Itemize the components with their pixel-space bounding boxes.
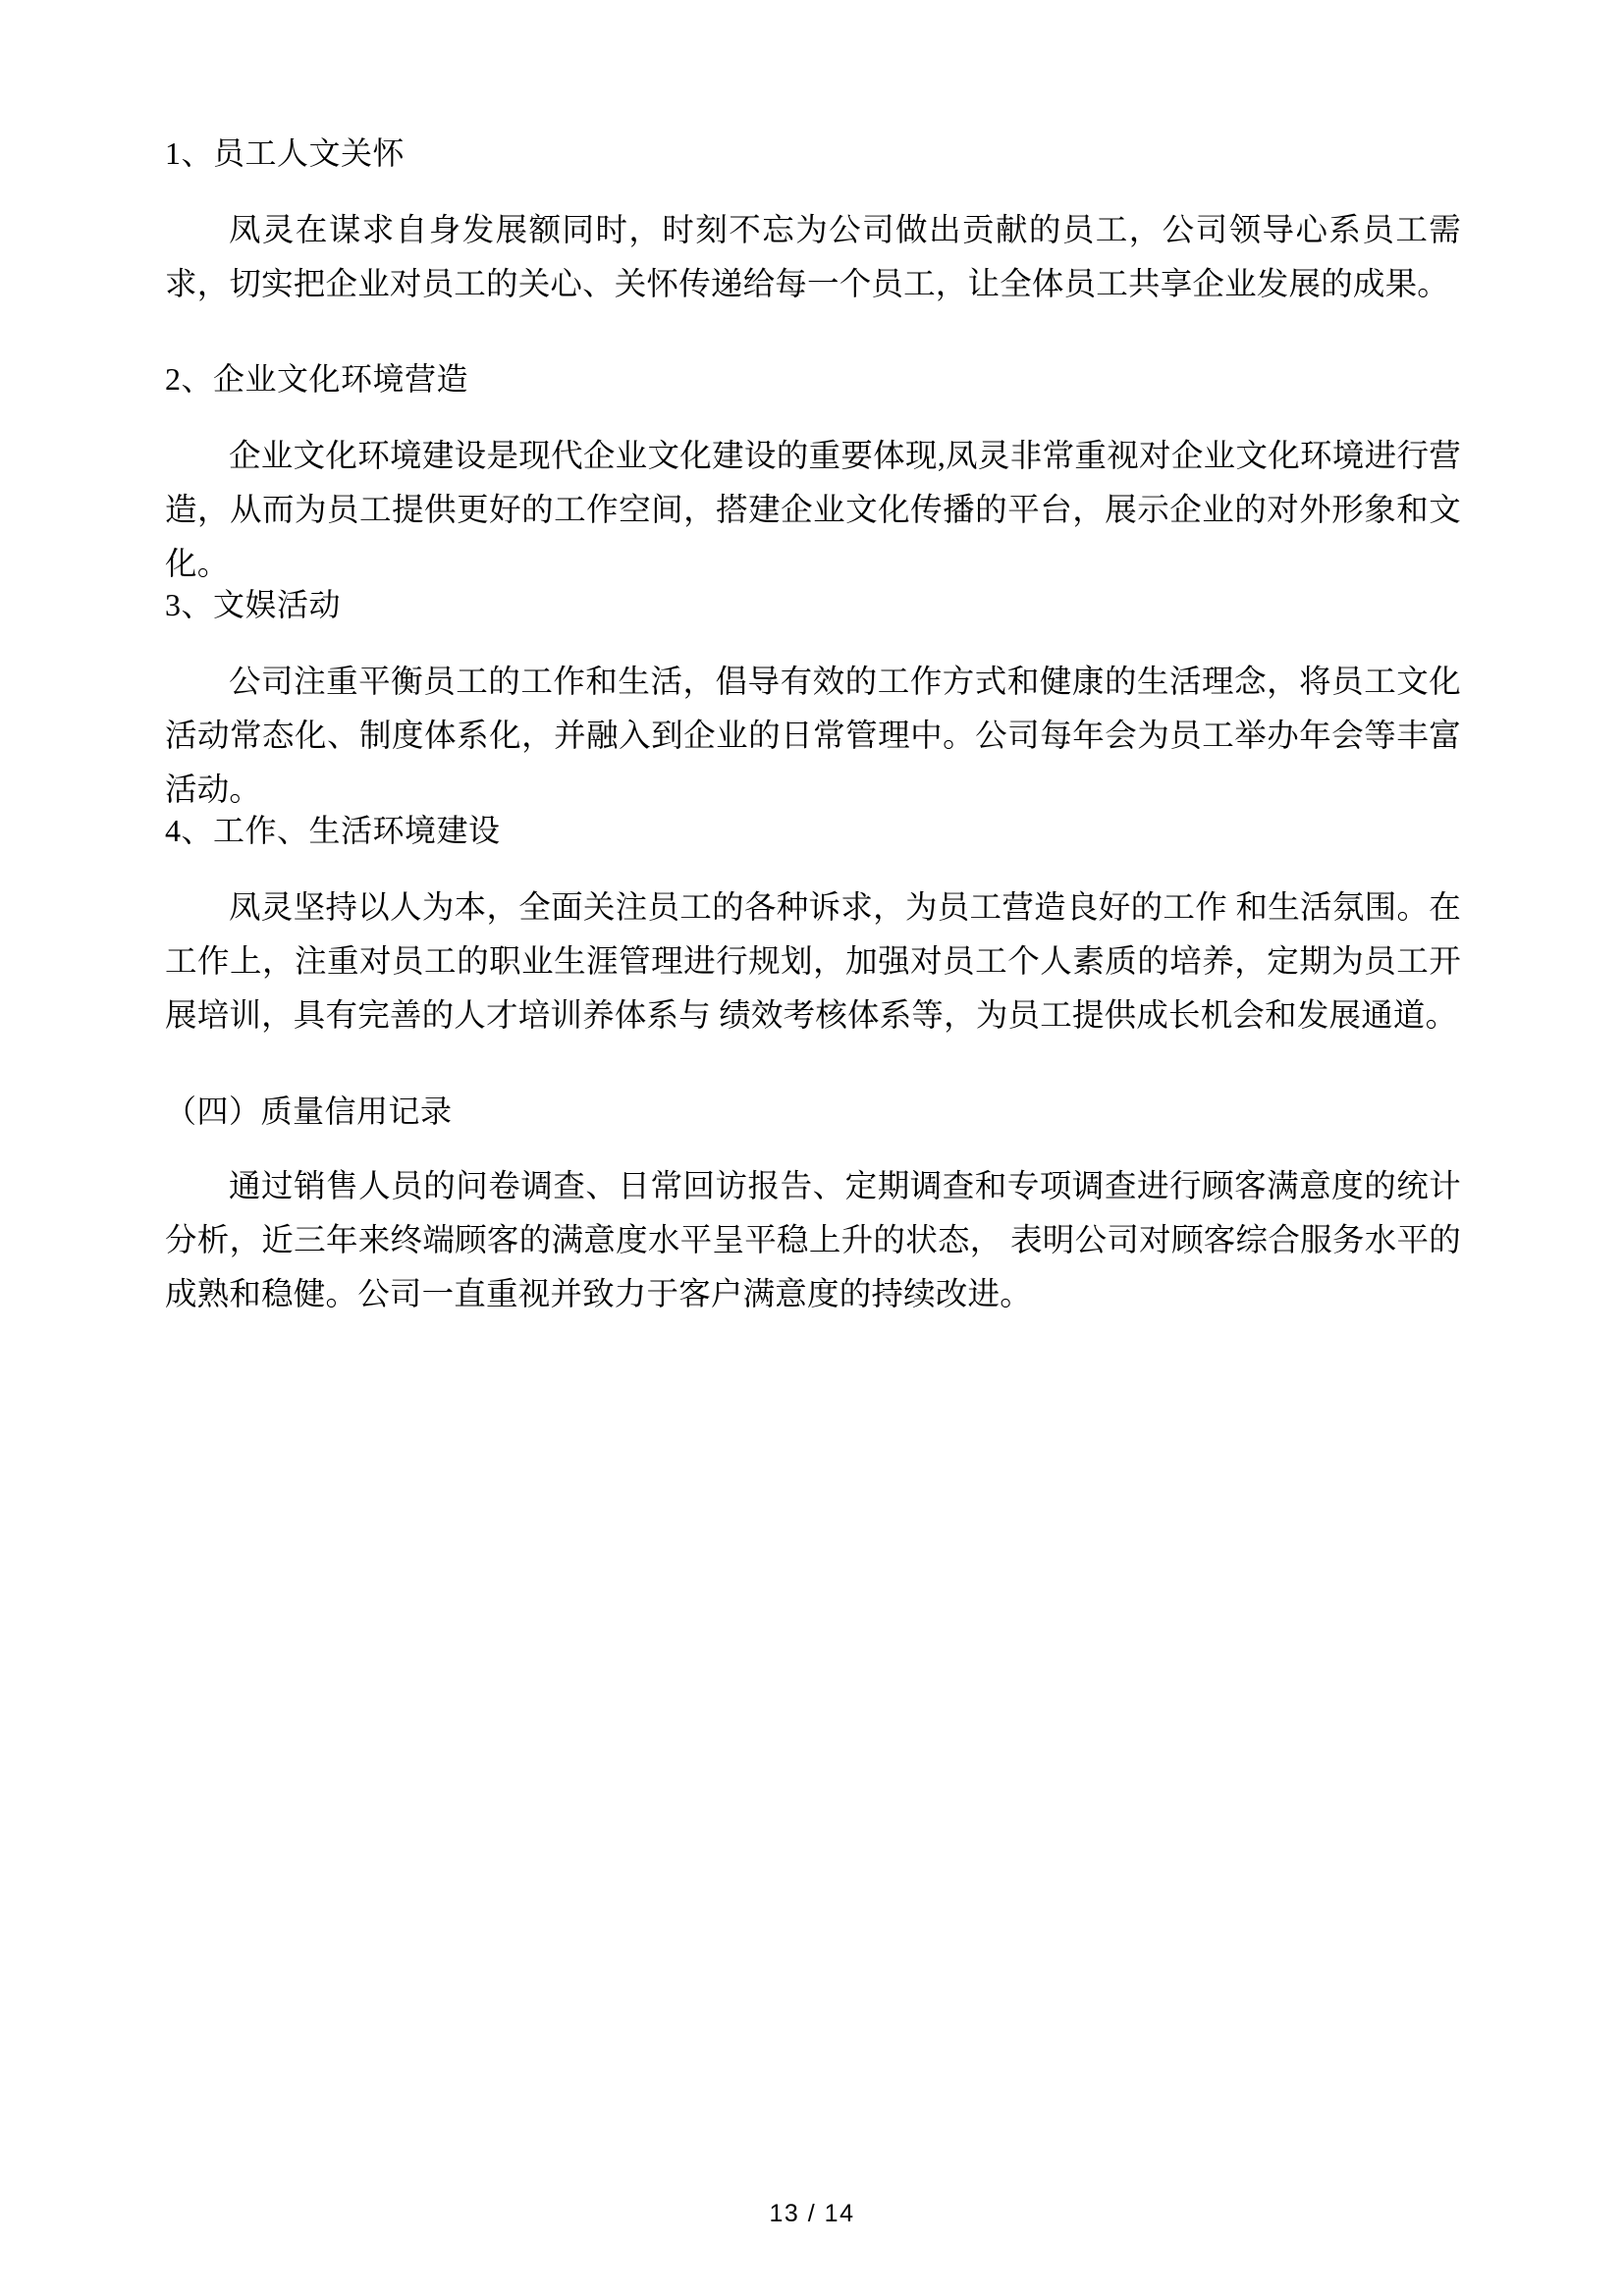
section-paragraph-3-block <box>165 656 1461 818</box>
section-heading-2-block <box>165 363 1461 395</box>
section-heading-4: 4、工作、生活环境建设 <box>165 813 501 848</box>
section-heading-5-block <box>165 1095 1461 1127</box>
section-paragraph-3: 公司注重平衡员工的工作和生活，倡导有效的工作方式和健康的生活理念，将员工文化活动常态化、制度体系化，并融入到企业的日常管理中。公司每年会为员工举办年会等丰富活动。 <box>165 665 1461 808</box>
section-paragraph-4: 凤灵坚持以人为本，全面关注员工的各种诉求，为员工营造良好的工作 和生活氛围。在工作上，注重对员工的职业生涯管理进行规划，加强对员工个人素质的培养，定期为员工开展培训，具有完善的人才培训养体系与 绩效考核体系等，为员工提供成长机会和发展通道。 <box>165 890 1461 1034</box>
section-paragraph-2: 企业文化环境建设是现代企业文化建设的重要体现,凤灵非常重视对企业文化环境进行营造，从而为员工提供更好的工作空间，搭建企业文化传播的平台，展示企业的对外形象和文化。 <box>165 439 1461 582</box>
section-paragraph-1-block <box>165 204 1461 312</box>
section-heading-3-block <box>165 589 1461 620</box>
section-heading-1: 1、员工人文关怀 <box>165 135 406 171</box>
page-footer <box>0 2149 1624 2296</box>
section-heading-4-block <box>165 815 1461 846</box>
section-heading-2: 2、企业文化环境营造 <box>165 361 469 397</box>
section-heading-5: （四）质量信用记录 <box>165 1094 453 1129</box>
page-number: 13 / 14 <box>769 2200 855 2227</box>
section-paragraph-4-block <box>165 881 1461 1043</box>
section-heading-3: 3、文娱活动 <box>165 587 342 622</box>
section-paragraph-5-block <box>165 1160 1461 1322</box>
section-paragraph-1: 凤灵在谋求自身发展额同时，时刻不忘为公司做出贡献的员工，公司领导心系员工需求，切实把企业对员工的关心、关怀传递给每一个员工，让全体员工共享企业发展的成果。 <box>165 213 1461 302</box>
section-paragraph-5: 通过销售人员的问卷调查、日常回访报告、定期调查和专项调查进行顾客满意度的统计分析，近三年来终端顾客的满意度水平呈平稳上升的状态， 表明公司对顾客综合服务水平的成熟和稳健。公司一直重视并致力于客户满意度的持续改进。 <box>165 1169 1461 1312</box>
section-heading-1-block <box>165 137 1461 169</box>
section-paragraph-2-block <box>165 430 1461 592</box>
